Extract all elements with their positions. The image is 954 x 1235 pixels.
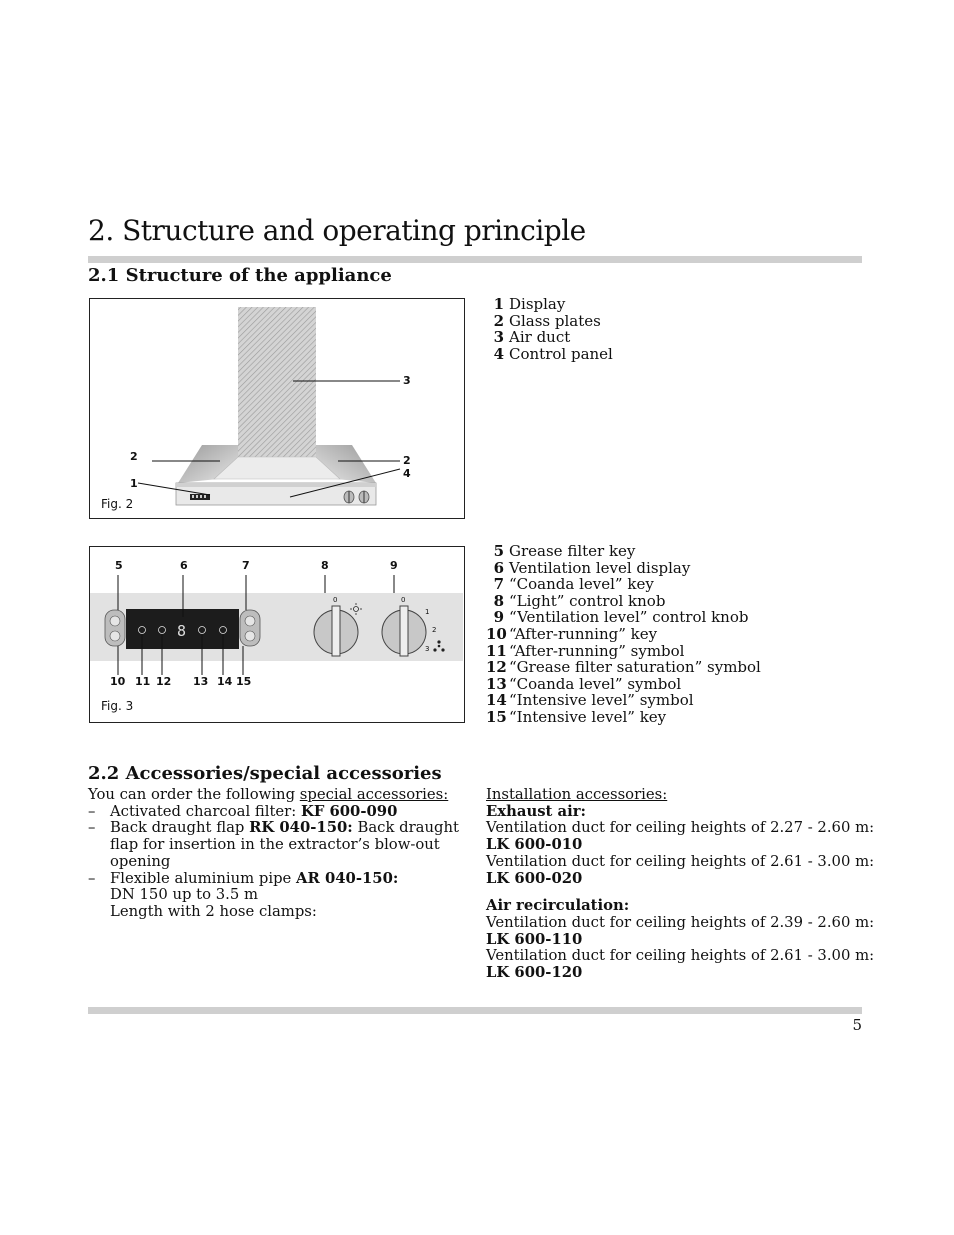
duct-description: Ventilation duct for ceiling heights of 2.61 - 3.00 m: xyxy=(486,852,875,870)
legend-structure xyxy=(486,296,613,362)
callout-13: 13 xyxy=(193,675,209,688)
callout-14: 14 xyxy=(217,675,233,688)
knob2-mark-0: 0 xyxy=(401,596,406,604)
legend-item: 6 Ventilation level display xyxy=(493,558,691,577)
callout-2-right: 2 xyxy=(403,454,411,467)
callout-7: 7 xyxy=(242,559,250,572)
callout-9: 9 xyxy=(390,559,398,572)
legend-item: 15 “Intensive level” key xyxy=(486,707,667,726)
legend-item: 10 “After-running” key xyxy=(486,624,658,643)
duct-description: Ventilation duct for ceiling heights of 2.39 - 2.60 m: xyxy=(486,913,875,931)
knob2-mark-1: 1 xyxy=(425,608,430,616)
section-title: 2. Structure and operating principle xyxy=(88,214,586,247)
callout-6: 6 xyxy=(180,559,188,572)
exhaust-air-heading: Exhaust air: xyxy=(486,802,586,820)
callout-8: 8 xyxy=(321,559,329,572)
legend-item: 1 Display xyxy=(493,295,566,313)
subsection-title-structure: 2.1 Structure of the appliance xyxy=(88,265,392,286)
legend-item: 12 “Grease filter saturation” symbol xyxy=(486,658,761,677)
duct-description: Ventilation duct for ceiling heights of 2.61 - 3.00 m: xyxy=(486,947,875,965)
list-item: – Activated charcoal filter: KF 600-090 xyxy=(88,802,398,820)
accessories-list xyxy=(88,787,458,921)
legend-item: 14 “Intensive level” symbol xyxy=(486,691,694,710)
callout-11: 11 xyxy=(135,675,151,688)
list-item-continuation: DN 150 up to 3.5 m xyxy=(110,886,258,904)
callout-15: 15 xyxy=(236,675,252,688)
legend-item: 5 Grease filter key xyxy=(493,542,636,560)
control-panel-illustration xyxy=(90,547,463,721)
installation-accessories xyxy=(486,786,875,982)
ventilation-level-digit: 8 xyxy=(177,622,187,640)
figure-2 xyxy=(89,298,465,519)
legend-item: 11 “After-running” symbol xyxy=(486,641,685,660)
callout-5: 5 xyxy=(115,559,123,572)
callout-3: 3 xyxy=(403,374,411,387)
legend-item: 13 “Coanda level” symbol xyxy=(486,674,682,693)
hood-illustration xyxy=(90,299,463,517)
legend-item: 8 “Light” control knob xyxy=(493,591,666,610)
page-number: 5 xyxy=(852,1016,862,1034)
list-item-continuation: opening xyxy=(110,852,171,870)
legend-item: 3 Air duct xyxy=(493,328,571,347)
duct-code: LK 600-110 xyxy=(486,930,583,948)
knob1-mark-0: 0 xyxy=(333,596,338,604)
knob2-mark-2: 2 xyxy=(432,626,437,634)
list-item: – Flexible aluminium pipe AR 040-150: xyxy=(88,869,399,887)
legend-item: 7 “Coanda level” key xyxy=(493,575,654,594)
list-item: – Back draught flap RK 040-150: Back draught xyxy=(88,819,459,837)
legend-control-panel xyxy=(486,543,761,726)
duct-code: LK 600-020 xyxy=(486,869,583,887)
callout-4: 4 xyxy=(403,467,411,480)
knob2-mark-3: 3 xyxy=(425,645,430,653)
duct-code: LK 600-120 xyxy=(486,964,583,982)
figure-3 xyxy=(89,546,465,723)
callout-12: 12 xyxy=(156,675,172,688)
installation-heading: Installation accessories: xyxy=(486,786,668,803)
subsection-title-accessories: 2.2 Accessories/special accessories xyxy=(88,763,442,784)
callout-1: 1 xyxy=(130,477,138,490)
accessories-intro: You can order the following special accessories: xyxy=(88,786,449,803)
duct-description: Ventilation duct for ceiling heights of 2.27 - 2.60 m: xyxy=(486,819,875,837)
figure-3-label: Fig. 3 xyxy=(101,699,134,713)
list-item-continuation: Length with 2 hose clamps: xyxy=(110,902,317,920)
figure-2-label: Fig. 2 xyxy=(101,497,134,511)
air-recirculation-heading: Air recirculation: xyxy=(486,897,630,915)
list-item-continuation: flap for insertion in the extractor’s blow-out xyxy=(110,836,440,854)
callout-10: 10 xyxy=(110,675,126,688)
top-divider xyxy=(88,256,862,263)
legend-item: 4 Control panel xyxy=(493,344,613,363)
legend-item: 9 “Ventilation level” control knob xyxy=(493,608,749,627)
duct-code: LK 600-010 xyxy=(486,836,583,854)
bottom-divider xyxy=(88,1007,862,1014)
legend-item: 2 Glass plates xyxy=(493,311,601,330)
callout-2-left: 2 xyxy=(130,450,138,463)
